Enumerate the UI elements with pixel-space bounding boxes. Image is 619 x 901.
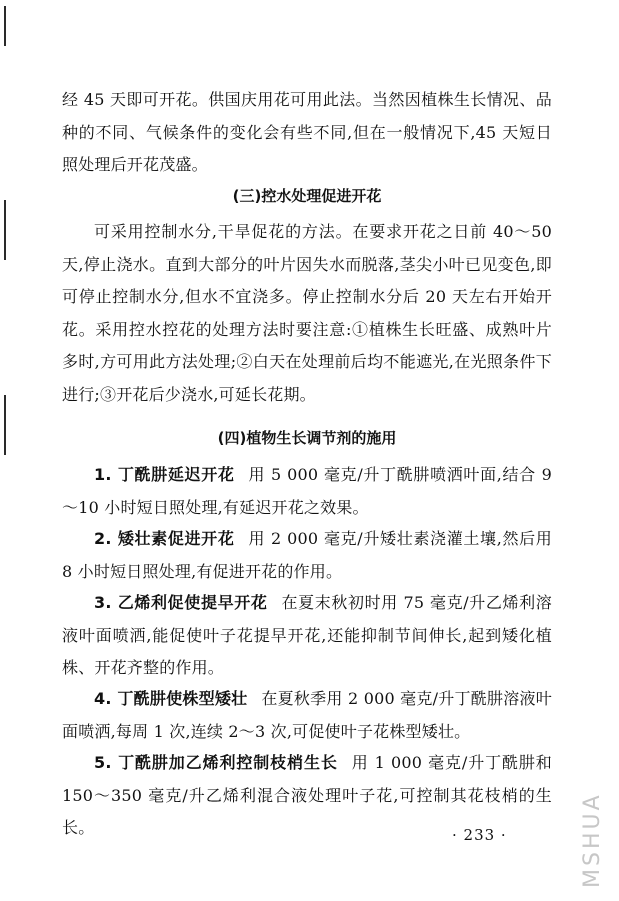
section-heading-3: (三)控水处理促进开花 [232,187,382,205]
item-title: 3. 乙烯利促使提早开花 [94,593,268,612]
item-title: 5. 丁酰肼加乙烯利控制枝梢生长 [94,753,338,772]
page-number: · 233 · [452,826,507,844]
item-title: 4. 丁酰肼使株型矮壮 [94,689,248,708]
section-heading-4: (四)植物生长调节剂的施用 [217,429,397,447]
page-edge-line [4,200,6,260]
watermark: MSHUA [580,792,605,888]
page-edge-line [4,395,6,455]
paragraph-water-control: 可采用控制水分,干旱促花的方法。在要求开花之日前 40～50 天,停止浇水。直到大部分的叶片因失水而脱落,茎尖小叶已见变色,即可停止控制水分,但水不宜浇多。停止控制水分后 20 天左右开始开花。采用控水控花的处理方法时要注意:①植株生长旺盛、成熟叶片多时,方可用此方法处理;②白天在处理前后均不能遮光,在光照条件下进行;③开花后少浇水,可延长花期。 [62,222,552,404]
page-edge-line [4,6,6,46]
item-text: 用 2 000 毫克/升矮壮素浇灌土壤,然后用 8 小时短日照处理,有促进开花的作用。 [62,529,552,581]
paragraph-continuation: 经 45 天即可开花。供国庆用花可用此法。当然因植株生长情况、品种的不同、气候条件的变化会有些不同,但在一般情况下,45 天短日照处理后开花茂盛。 [62,90,552,174]
list-item [62,587,552,685]
list-item [62,459,552,524]
item-text: 在夏秋季用 2 000 毫克/升丁酰肼溶液叶面喷洒,每周 1 次,连续 2～3 次,可促使叶子花株型矮壮。 [62,689,552,741]
list-item [62,683,552,748]
item-title: 1. 丁酰肼延迟开花 [94,465,235,484]
item-title: 2. 矮壮素促进开花 [94,529,235,548]
item-text: 在夏末秋初时用 75 毫克/升乙烯利溶液叶面喷洒,能促使叶子花提早开花,还能抑制节间伸长,起到矮化植株、开花齐整的作用。 [62,593,552,677]
item-text: 用 1 000 毫克/升丁酰肼和 150～350 毫克/升乙烯利混合液处理叶子花,可控制其花枝梢的生长。 [62,753,552,837]
item-text: 用 5 000 毫克/升丁酰肼喷洒叶面,结合 9～10 小时短日照处理,有延迟开花之效果。 [62,465,552,517]
list-item [62,523,552,588]
